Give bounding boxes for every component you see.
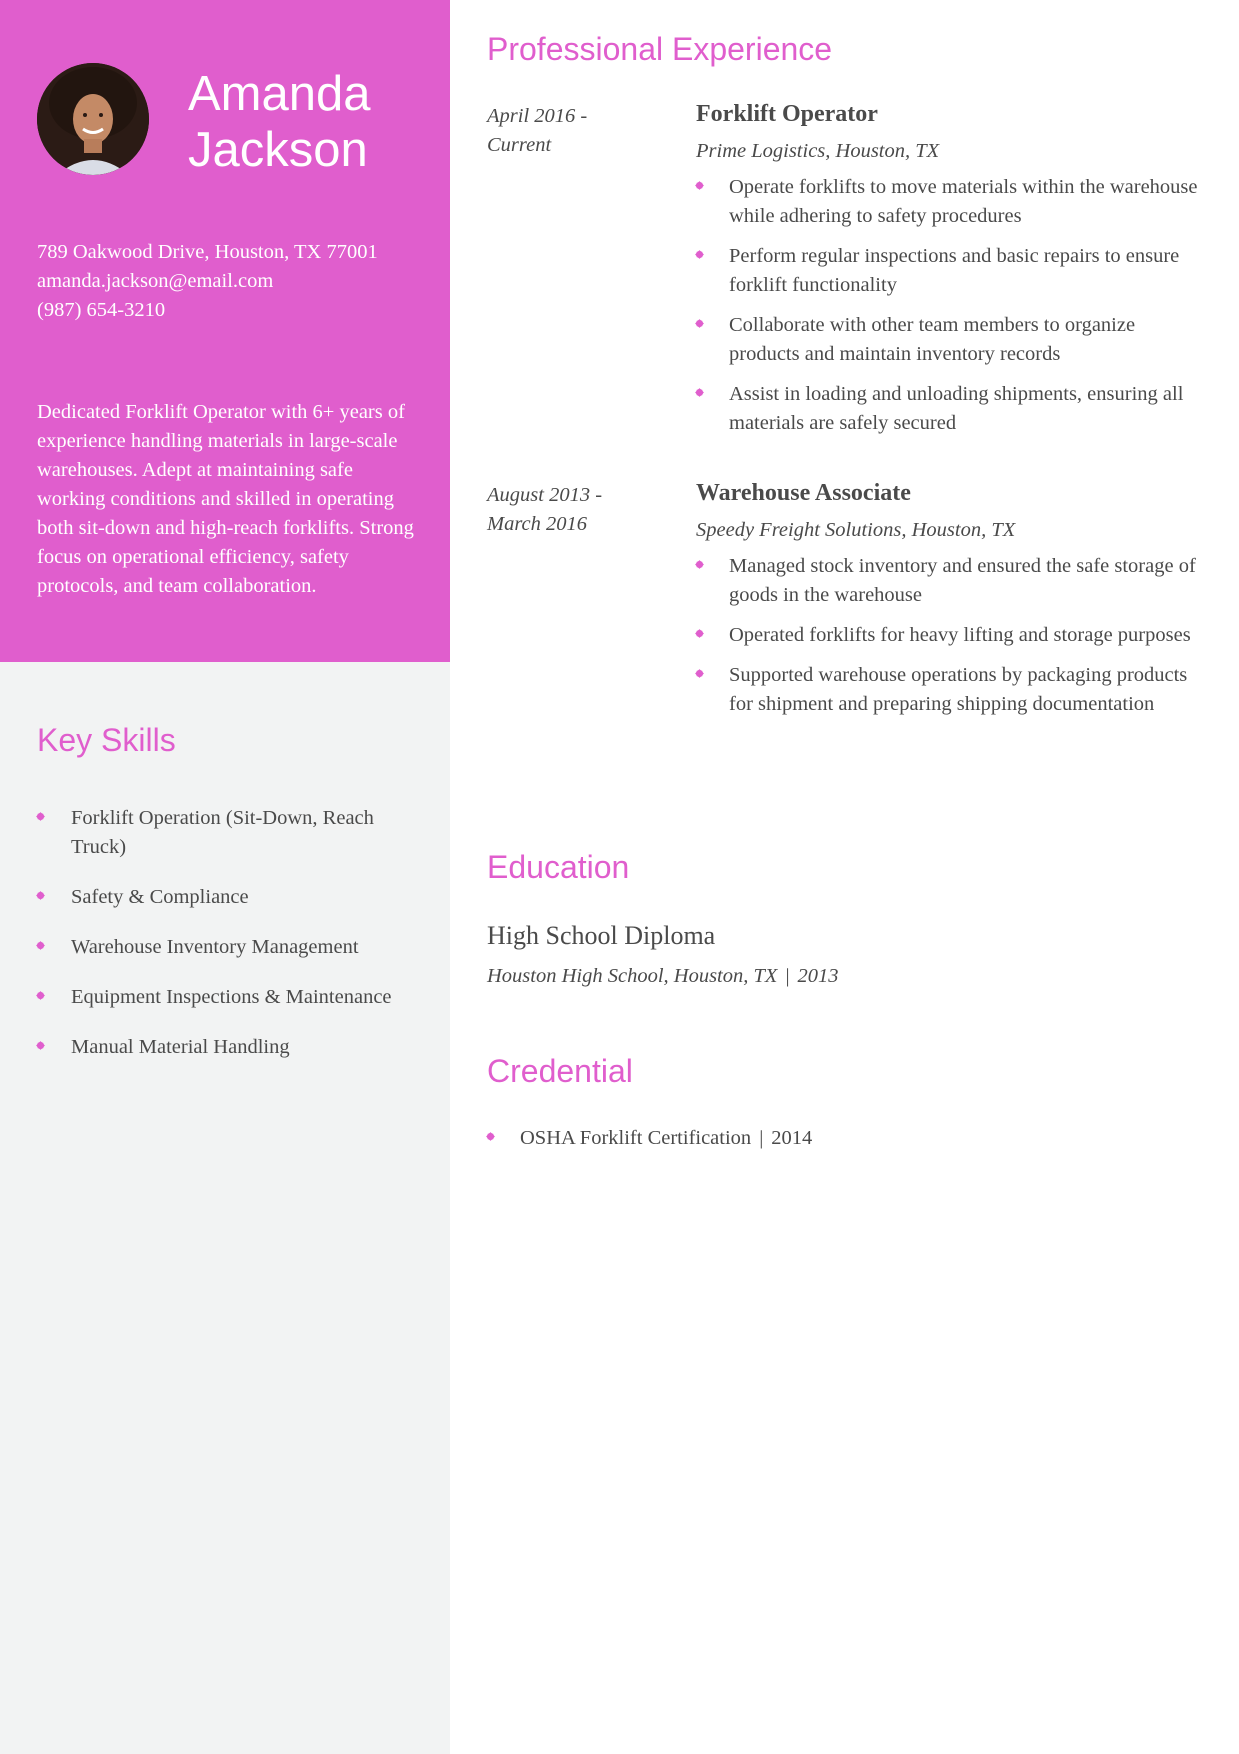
education-school: Houston High School, Houston, TX [487,965,778,987]
education-school-line [487,965,839,988]
job-date-start: August 2013 - [487,484,603,506]
sidebar [0,0,450,1754]
bullet-icon [696,670,703,677]
credential-name: OSHA Forklift Certification [520,1127,752,1149]
bullet-icon [37,892,44,899]
job-dates [487,102,647,160]
job-bullet: Collaborate with other team members to organize products and maintain inventory records [696,311,1206,369]
address: 789 Oakwood Drive, Houston, TX 77001 [37,241,378,263]
bullet-icon [696,251,703,258]
job-bullet: Operated forklifts for heavy lifting and storage purposes [696,621,1206,650]
credential-heading: Credential [487,1053,633,1089]
separator: | [759,1127,764,1149]
job-title: Warehouse Associate [696,480,911,506]
bullet-icon [696,320,703,327]
sidebar-header [0,0,450,662]
bullet-icon [37,1042,44,1049]
bullet-icon [487,1133,494,1140]
bullet-icon [696,561,703,568]
job-body [696,102,1206,449]
skill-item: Equipment Inspections & Maintenance [37,983,427,1012]
skill-item: Safety & Compliance [37,883,427,912]
job-date-end: Current [487,134,552,156]
job-body [696,481,1206,730]
job-bullets [696,173,1206,438]
separator: | [785,965,790,987]
last-name: Jackson [188,123,368,177]
job-bullet: Operate forklifts to move materials within the warehouse while adhering to safety procedures [696,173,1206,231]
contact-info [37,238,437,325]
first-name: Amanda [188,67,371,121]
credential-item [487,1124,1187,1153]
job-dates [487,481,647,539]
education-heading: Education [487,849,630,885]
bullet-icon [37,942,44,949]
credential-year: 2014 [771,1127,813,1149]
profile-summary: Dedicated Forklift Operator with 6+ years of experience handling materials in large-scale warehouses. Adept at maintaining safe working conditions and skilled in operating both sit-down and high-reach forklifts. Strong focus on operational efficiency, safety protocols, and team collaboration. [37,401,414,597]
job-date-start: April 2016 - [487,105,588,127]
skill-item: Forklift Operation (Sit-Down, Reach Truck) [37,804,427,862]
skill-item: Warehouse Inventory Management [37,933,427,962]
job-bullet: Managed stock inventory and ensured the safe storage of goods in the warehouse [696,552,1206,610]
job-title: Forklift Operator [696,101,878,127]
skills-list [37,804,427,1083]
job-bullet: Assist in loading and unloading shipments, ensuring all materials are safely secured [696,380,1206,438]
email: amanda.jackson@email.com [37,270,274,292]
credential-list [487,1124,1187,1153]
candidate-name [188,66,438,178]
job-bullets [696,552,1206,719]
bullet-icon [37,813,44,820]
job-company: Speedy Freight Solutions, Houston, TX [696,519,1016,541]
bullet-icon [696,389,703,396]
phone: (987) 654-3210 [37,299,166,321]
job-bullet: Perform regular inspections and basic repairs to ensure forklift functionality [696,242,1206,300]
bullet-icon [696,630,703,637]
job-company: Prime Logistics, Houston, TX [696,140,940,162]
avatar [37,63,149,175]
bullet-icon [37,992,44,999]
experience-heading: Professional Experience [487,31,833,67]
job-bullet: Supported warehouse operations by packaging products for shipment and preparing shipping documentation [696,661,1206,719]
skill-item: Manual Material Handling [37,1033,427,1062]
skills-heading: Key Skills [37,722,176,758]
education-year: 2013 [797,965,839,987]
education-degree: High School Diploma [487,921,716,950]
bullet-icon [696,182,703,189]
job-date-end: March 2016 [487,513,588,535]
